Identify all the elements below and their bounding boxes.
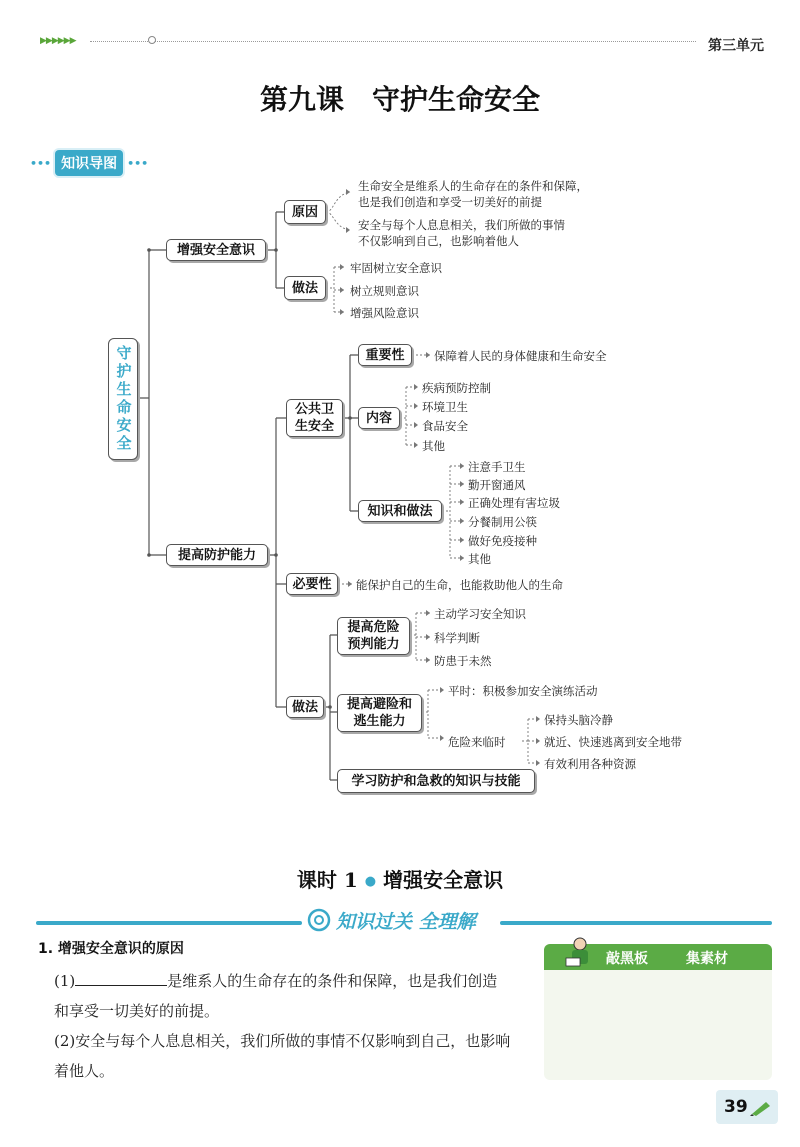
p1-num: (1)	[54, 972, 76, 990]
map-b2-protection: 提高防护能力	[166, 544, 268, 566]
map-necessity: 必要性	[286, 573, 338, 595]
leaf-know-1: 注意手卫生	[468, 460, 526, 474]
leaf-content-3: 食品安全	[422, 419, 468, 433]
leaf-reason-1a: 生命安全是维系人的生命存在的条件和保障，	[358, 179, 588, 193]
map-root: 守护生命安全	[108, 338, 138, 460]
paragraph-1	[54, 966, 530, 1026]
risk-line2: 预判能力	[347, 637, 400, 652]
note-card	[544, 944, 772, 1080]
leaf-escape-2-3: 有效利用各种资源	[544, 757, 636, 771]
sub-title-prefix: 课时 1	[296, 868, 358, 892]
map-escape-ability	[337, 694, 422, 732]
public-health-line1: 公共卫	[294, 402, 334, 417]
leaf-method-1: 牢固树立安全意识	[350, 261, 442, 275]
fill-blank[interactable]	[75, 969, 167, 986]
section-title: 1. 增强安全意识的原因	[38, 941, 184, 957]
note-card-title-right: 集素材	[686, 951, 728, 967]
leaf-know-6: 其他	[468, 552, 491, 566]
p1-line2: 和享受一切美好的前提。	[54, 1002, 220, 1020]
paragraph-2	[54, 1026, 530, 1086]
public-health-line2: 生安全	[294, 419, 334, 434]
leaf-method-2: 树立规则意识	[350, 284, 419, 298]
escape-line1: 提高避险和	[346, 697, 412, 712]
header-arrows: ▶▶▶▶▶▶	[40, 36, 76, 46]
leaf-necessity-1: 能保护自己的生命，也能救助他人的生命	[356, 578, 563, 592]
leaf-escape-2: 危险来临时	[448, 735, 506, 749]
badge-dots-right-icon: •••	[127, 156, 149, 170]
page-number-box	[716, 1090, 778, 1124]
leaf-reason-1b: 也是我们创造和享受一切美好的前提	[358, 195, 542, 209]
escape-line2: 逃生能力	[353, 714, 406, 729]
page-number: 39	[724, 1097, 748, 1117]
leaf-method-3: 增强风险意识	[350, 306, 419, 320]
leaf-risk-3: 防患于未然	[434, 654, 492, 668]
band-label: 知识过关 全理解	[336, 911, 476, 933]
leaf-content-1: 疾病预防控制	[422, 381, 491, 395]
map-learn-skills: 学习防护和急救的知识与技能	[337, 769, 535, 793]
map-knowledge-practice: 知识和做法	[358, 500, 442, 522]
leaf-know-3: 正确处理有害垃圾	[468, 496, 560, 510]
sub-title-dot-icon: ●	[364, 874, 377, 889]
map-b2-method: 做法	[286, 696, 324, 718]
badge-label: 知识导图	[55, 150, 123, 176]
badge-dots-left-icon: •••	[30, 156, 52, 170]
leaf-know-2: 勤开窗通风	[468, 478, 526, 492]
band-line-left	[36, 921, 302, 925]
note-card-title-left: 敲黑板	[606, 951, 648, 967]
map-public-health	[286, 399, 343, 437]
leaf-know-4: 分餐制用公筷	[468, 515, 537, 529]
leaf-risk-1: 主动学习安全知识	[434, 607, 526, 621]
leaf-risk-2: 科学判断	[434, 631, 480, 645]
leaf-escape-2-1: 保持头脑冷静	[544, 713, 613, 727]
band-line-right	[500, 921, 772, 925]
teacher-icon	[564, 936, 596, 970]
p2-line1: (2)安全与每个人息息相关，我们所做的事情不仅影响到自己，也影响	[54, 1032, 511, 1050]
sub-title-text: 增强安全意识	[383, 868, 504, 892]
sub-title	[0, 864, 800, 893]
swirl-icon	[306, 907, 332, 933]
leaf-know-5: 做好免疫接种	[468, 534, 537, 548]
unit-label: 第三单元	[708, 38, 764, 54]
lesson-title: 第九课 守护生命安全	[259, 83, 540, 116]
map-b1-method: 做法	[284, 276, 326, 300]
map-b1-reason: 原因	[284, 200, 326, 224]
risk-line1: 提高危险	[347, 620, 400, 635]
leaf-content-4: 其他	[422, 439, 445, 453]
pencil-icon	[750, 1098, 772, 1116]
map-risk-prediction	[337, 617, 410, 655]
map-content: 内容	[358, 407, 400, 429]
map-b1-awareness: 增强安全意识	[166, 239, 266, 261]
p2-line2: 着他人。	[54, 1062, 115, 1080]
leaf-escape-1: 平时：积极参加安全演练活动	[448, 684, 598, 698]
leaf-content-2: 环境卫生	[422, 400, 468, 414]
leaf-reason-2a: 安全与每个人息息相关，我们所做的事情	[358, 218, 565, 232]
map-importance: 重要性	[358, 344, 412, 366]
leaf-escape-2-2: 就近、快速逃离到安全地带	[544, 735, 682, 749]
p1-after: 是维系人的生命存在的条件和保障，也是我们创造	[167, 972, 498, 990]
note-card-header	[544, 944, 772, 970]
leaf-importance-1: 保障着人民的身体健康和生命安全	[434, 349, 607, 363]
leaf-reason-2b: 不仅影响到自己，也影响着他人	[358, 234, 519, 248]
